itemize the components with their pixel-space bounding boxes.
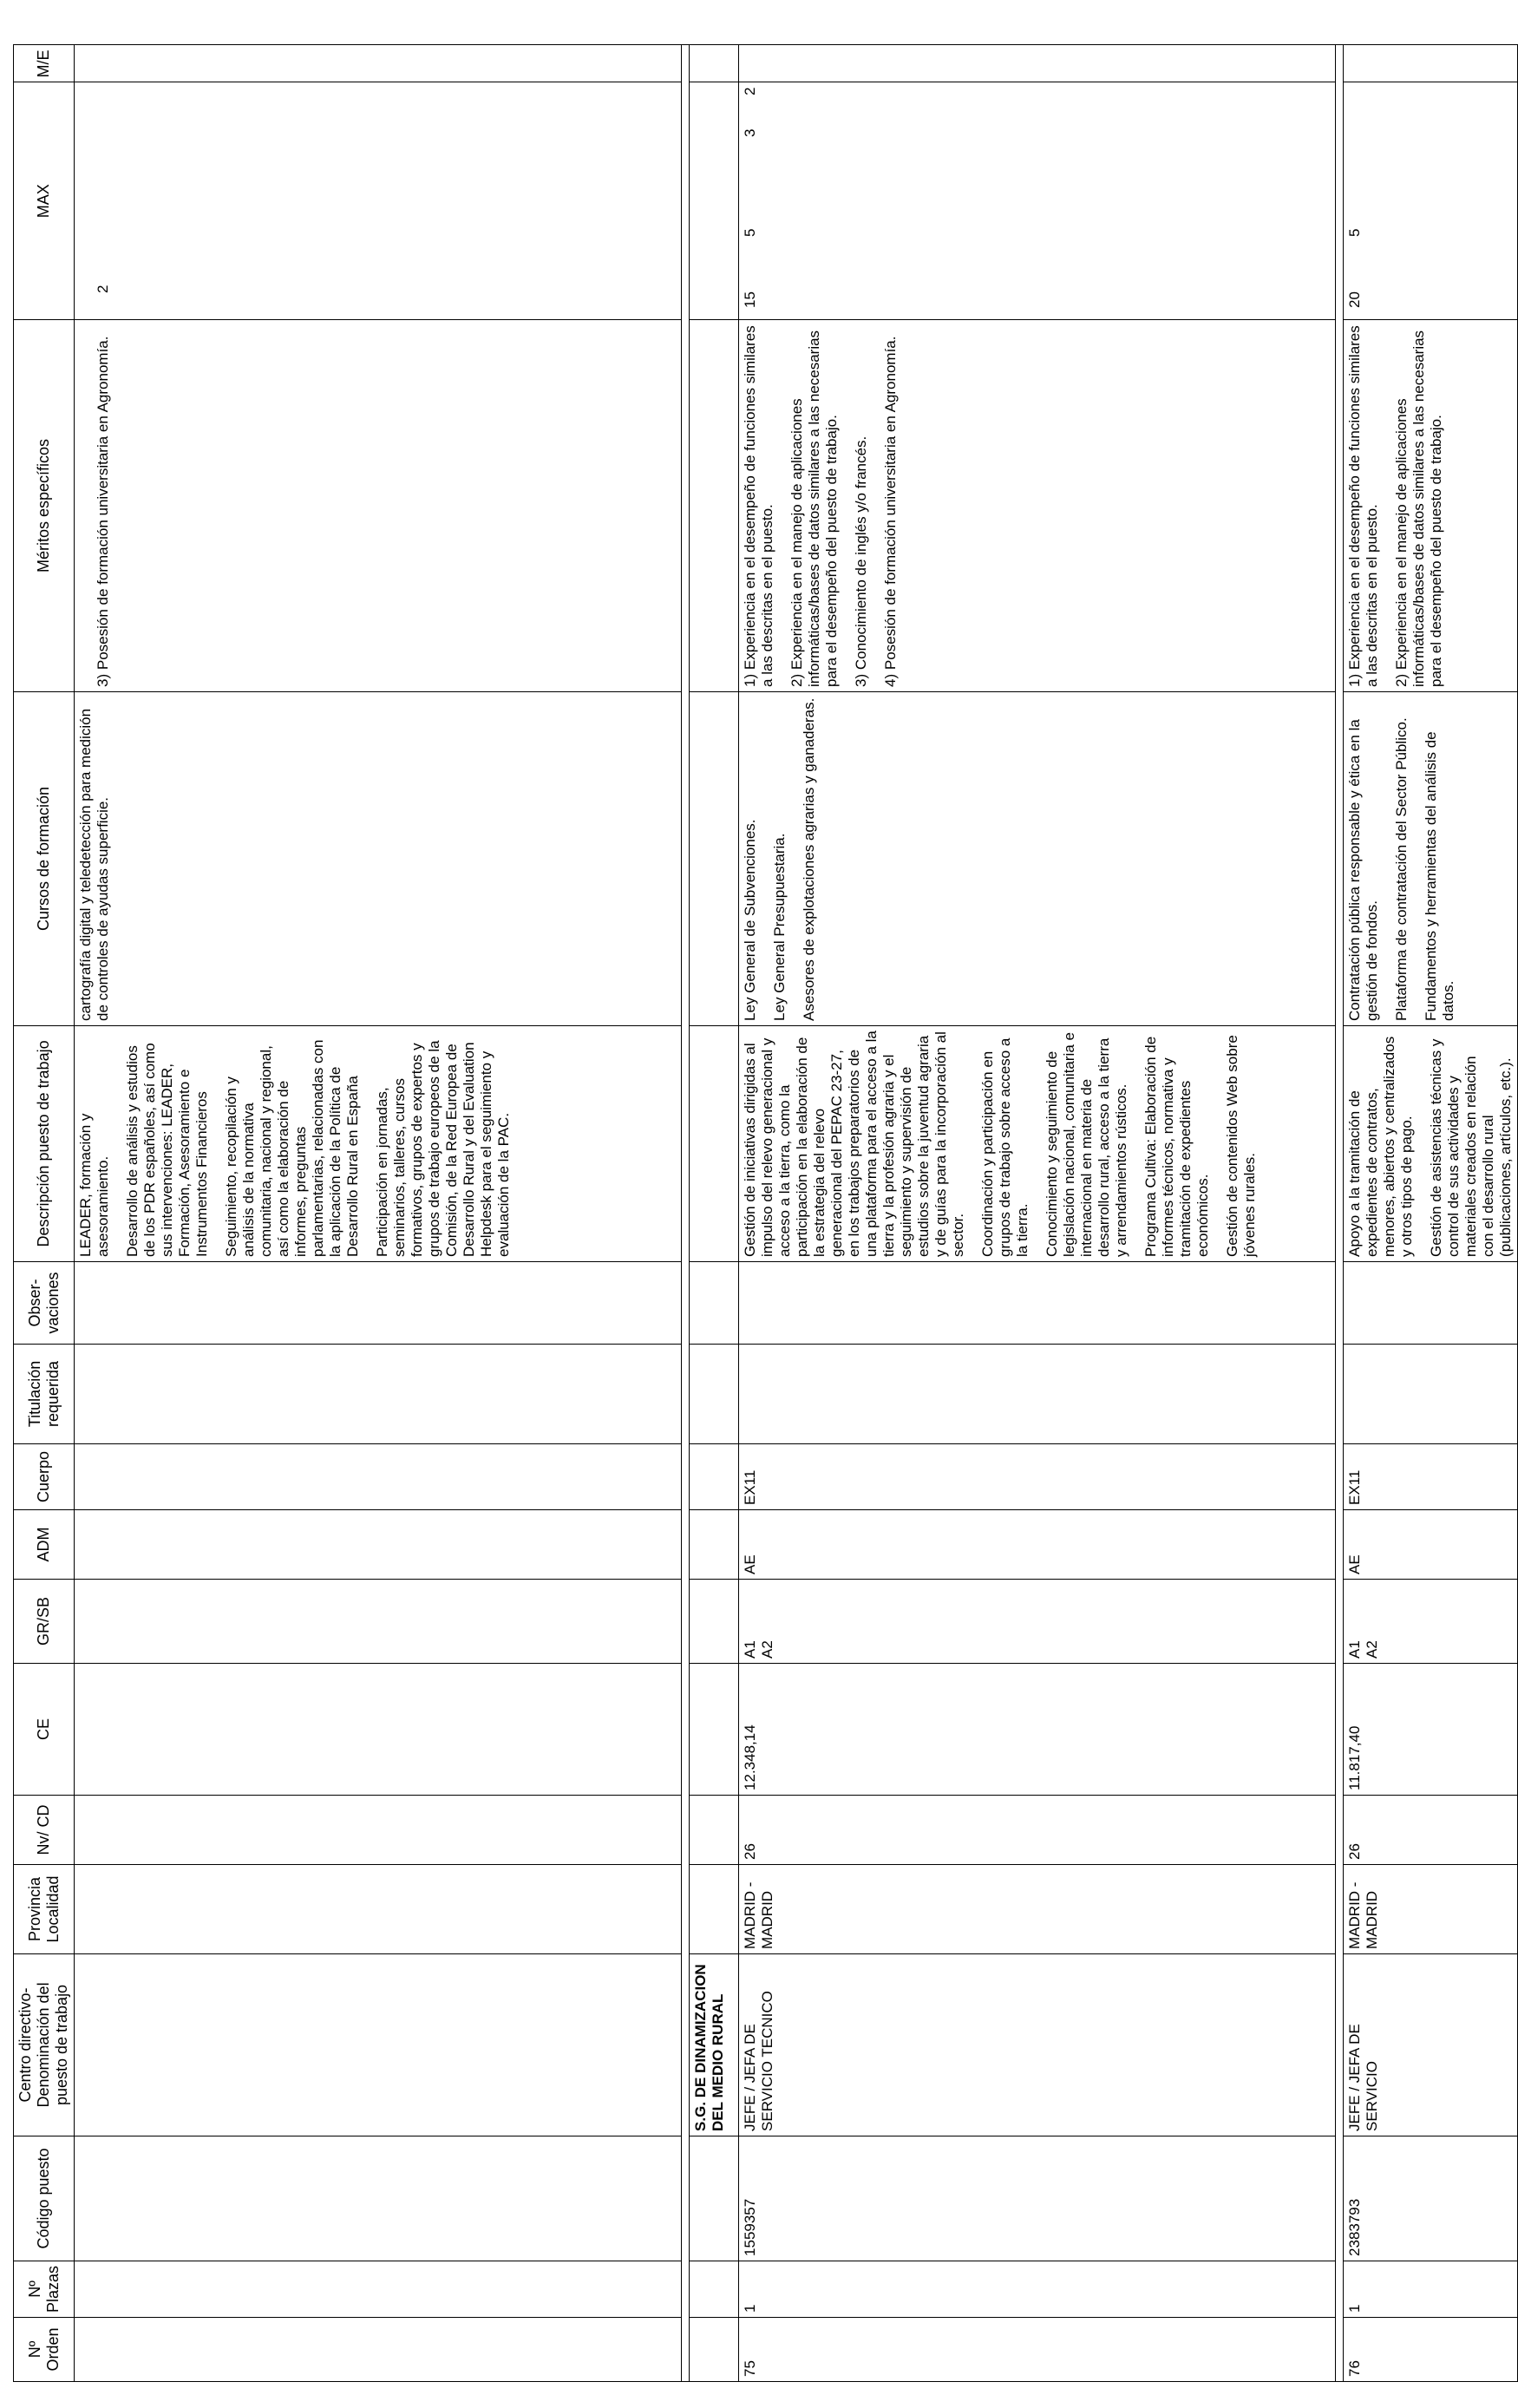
max-cell: 15 5 3 2 [739, 82, 1336, 319]
codigo-cell: 1559357 [739, 2136, 1336, 2261]
cell [690, 82, 739, 319]
cell [690, 319, 739, 691]
descripcion-cell: Gestión de iniciativas dirigidas al impulso del relevo generacional y acceso a la tierra, como la participación en la elaboración de la estrategia del relevo generacional del PEPAC 23-27, en los trabajos preparatorios de una plataforma para el acceso a la tierra y la profesión agraria y el seguimiento y supervisión de estudios sobre la juventud agraria y de guías para la incorporación al sector. Coordinación y participación en grupos de trabajo sobre acceso a la tierra. Conocimiento y seguimiento de legislación nacional, comunitaria e internacional en materia de desarrollo rural, acceso a la tierra y arrendamientos rústicos. Programa Cultiva: Elaboración de informes técnicos, normativa y tramitación de expedientes económicos. Gestión de contenidos Web sobre jóvenes rurales. [739, 1025, 1336, 1261]
cell [75, 1953, 682, 2136]
spacer-row [1336, 45, 1344, 2382]
cell [690, 1864, 739, 1953]
observaciones-cell [1344, 1261, 1518, 1344]
cell [690, 2318, 739, 2382]
cell [75, 1579, 682, 1663]
header-row [14, 45, 75, 2382]
cell [75, 1344, 682, 1443]
cell [690, 1025, 739, 1261]
cuerpo-cell: EX11 [739, 1443, 1336, 1509]
table-row [1344, 45, 1518, 2382]
spacer [1336, 45, 1344, 2382]
cell [690, 1579, 739, 1663]
header-meritos: Méritos específicos [14, 319, 75, 691]
cell [75, 1663, 682, 1795]
titulacion-cell [1344, 1344, 1518, 1443]
grupo-cell: A1 A2 [739, 1579, 1336, 1663]
grupo-cell: A1 A2 [1344, 1579, 1518, 1663]
header-ce: CE [14, 1663, 75, 1795]
cuerpo-cell: EX11 [1344, 1443, 1518, 1509]
meritos-cell: 1) Experiencia en el desempeño de funciones similares a las descritas en el puesto. 2) Experiencia en el manejo de aplicaciones informáticas/bases de datos similares a las necesarias para el desempeño del puesto de trabajo. [1344, 319, 1518, 691]
adm-cell: AE [1344, 1509, 1518, 1579]
cell [75, 45, 682, 82]
cell [75, 1509, 682, 1579]
cell [75, 2261, 682, 2317]
header-titulacion: Titulación requerida [14, 1344, 75, 1443]
cell [690, 1344, 739, 1443]
centro-cell: JEFE / JEFA DE SERVICIO [1344, 1953, 1518, 2136]
header-centro: Centro directivo-Denominación del puesto de trabajo [14, 1953, 75, 2136]
max-cell: 20 5 [1344, 82, 1518, 319]
cell [75, 1443, 682, 1509]
cell [690, 691, 739, 1025]
cell [690, 1509, 739, 1579]
header-descripcion: Descripción puesto de trabajo [14, 1025, 75, 1261]
header-cursos: Cursos de formación [14, 691, 75, 1025]
nivel-cell: 26 [739, 1795, 1336, 1864]
header-plazas: Nº Plazas [14, 2261, 75, 2317]
header-me: M/E [14, 45, 75, 82]
header-adm: ADM [14, 1509, 75, 1579]
plazas-cell: 1 [739, 2261, 1336, 2317]
continuation-cursos: cartografía digital y teledetección para medición de controles de ayudas superficie. [75, 691, 682, 1025]
header-cuerpo: Cuerpo [14, 1443, 75, 1509]
cell [75, 1864, 682, 1953]
header-provincia: Provincia Localidad [14, 1864, 75, 1953]
centro-cell: JEFE / JEFA DE SERVICIO TECNICO [739, 1953, 1336, 2136]
cursos-cell: Contratación pública responsable y ética en la gestión de fondos. Plataforma de contratación del Sector Público. Fundamentos y herramientas del análisis de datos. [1344, 691, 1518, 1025]
section-title: S.G. DE DINAMIZACION DEL MEDIO RURAL [690, 1953, 739, 2136]
continuation-row [75, 45, 682, 2382]
titulacion-cell [739, 1344, 1336, 1443]
cell [690, 1795, 739, 1864]
adm-cell: AE [739, 1509, 1336, 1579]
cell [690, 45, 739, 82]
cell [75, 2136, 682, 2261]
provincia-cell: MADRID - MADRID [1344, 1864, 1518, 1953]
header-grupo: GR/SB [14, 1579, 75, 1663]
spacer [682, 45, 690, 2382]
cell [690, 2136, 739, 2261]
cell [75, 2318, 682, 2382]
continuation-meritos: 3) Posesión de formación universitaria en Agronomía. [75, 319, 682, 691]
provincia-cell: MADRID - MADRID [739, 1864, 1336, 1953]
header-observaciones: Obser- vaciones [14, 1261, 75, 1344]
continuation-max: 2 [75, 82, 682, 319]
plazas-table [13, 44, 1518, 2382]
section-row [690, 45, 739, 2382]
cursos-cell: Ley General de Subvenciones. Ley General Presupuestaria. Asesores de explotaciones agrarias y ganaderas. [739, 691, 1336, 1025]
cell [75, 1795, 682, 1864]
me-cell [1344, 45, 1518, 82]
cell [690, 1443, 739, 1509]
header-codigo: Código puesto [14, 2136, 75, 2261]
orden-cell: 76 [1344, 2318, 1518, 2382]
meritos-cell: 1) Experiencia en el desempeño de funciones similares a las descritas en el puesto. 2) Experiencia en el manejo de aplicaciones informáticas/bases de datos similares a las necesarias para el desempeño del puesto de trabajo. 3) Conocimiento de inglés y/o francés. 4) Posesión de formación universitaria en Agronomía. [739, 319, 1336, 691]
ce-cell: 11.817,40 [1344, 1663, 1518, 1795]
orden-cell: 75 [739, 2318, 1336, 2382]
cell [690, 1261, 739, 1344]
table-row [739, 45, 1336, 2382]
cell [690, 1663, 739, 1795]
me-cell [739, 45, 1336, 82]
cell [690, 2261, 739, 2317]
observaciones-cell [739, 1261, 1336, 1344]
header-orden: Nº Orden [14, 2318, 75, 2382]
plazas-cell: 1 [1344, 2261, 1518, 2317]
codigo-cell: 2383793 [1344, 2136, 1518, 2261]
continuation-descripcion: LEADER, formación y asesoramiento. Desarrollo de análisis y estudios de los PDR españoles, así como sus intervenciones: LEADER, Formación, Asesoramiento e Instrumentos Financieros Seguimiento, recopilación y análisis de la normativa comunitaria, nacional y regional, así como la elaboración de informes, preguntas parlamentarias, relacionadas con la aplicación de la Política de Desarrollo Rural en España Participación en jornadas, seminarios, talleres, cursos formativos, grupos de expertos y grupos de trabajo europeos de la Comisión, de la Red Europea de Desarrollo Rural y del Evaluation Helpdesk para el seguimiento y evaluación de la PAC. [75, 1025, 682, 1261]
header-max: MAX [14, 82, 75, 319]
nivel-cell: 26 [1344, 1795, 1518, 1864]
descripcion-cell: Apoyo a la tramitación de expedientes de contratos, menores, abiertos y centralizados y otros tipos de pago. Gestión de asistencias técnicas y control de sus actividades y materiales creados en relación con el desarrollo rural (publicaciones, artículos, etc.). [1344, 1025, 1518, 1261]
cell [75, 1261, 682, 1344]
spacer-row [682, 45, 690, 2382]
header-nivel: Nv/ CD [14, 1795, 75, 1864]
ce-cell: 12.348,14 [739, 1663, 1336, 1795]
